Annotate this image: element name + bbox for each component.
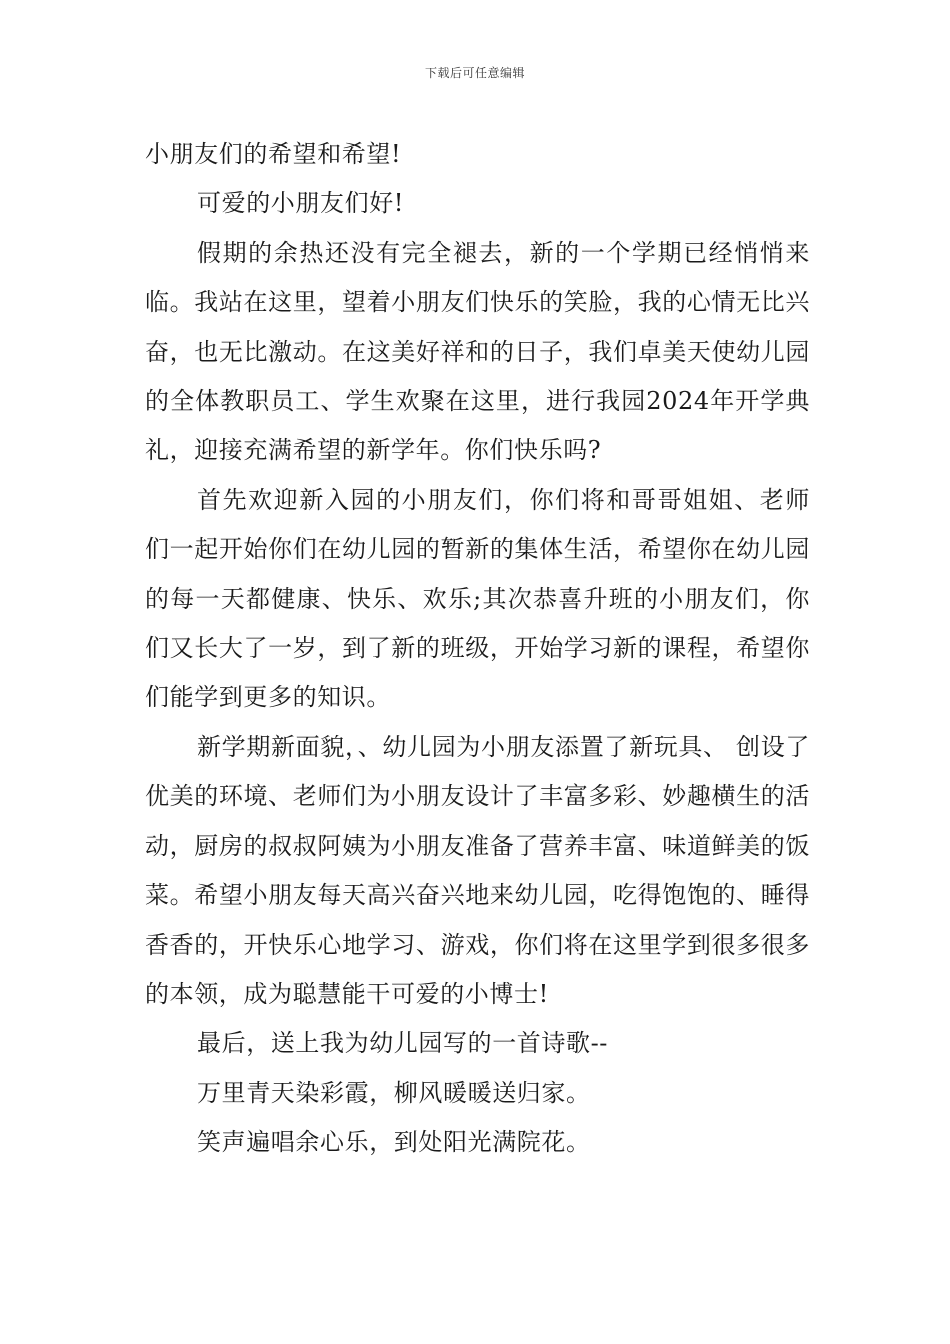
paragraph-continuation: 小朋友们的希望和希望! bbox=[145, 140, 402, 168]
paragraph-welcome: 首先欢迎新入园的小朋友们，你们将和哥哥姐姐、老师们一起开始你们在幼儿园的暂新的集体生活，希望你在幼儿园的每一天都健康、快乐、欢乐;其次恭喜升班的小朋友们，你们又长大了一岁，到了新的班级，开始学习新的课程，希望你们能学到更多的知识。 bbox=[145, 485, 810, 712]
paragraph-greeting: 可爱的小朋友们好! bbox=[197, 189, 405, 218]
paragraph-opening: 假期的余热还没有完全褪去，新的一个学期已经悄悄来临。我站在这里，望着小朋友们快乐的笑脸，我的心情无比兴奋，也无比激动。在这美好祥和的日子，我们卓美天使幼儿园的全体教职员工、学生欢聚在这里，进行我园2024年开学典礼，迎接充满希望的新学年。你们快乐吗? bbox=[145, 238, 810, 465]
document-body bbox=[145, 130, 810, 1168]
poem-line-1: 万里青天染彩霞，柳风暖暖送归家。 bbox=[197, 1078, 591, 1107]
page-header: 下载后可任意编辑 bbox=[424, 66, 525, 80]
poem-line-2: 笑声遍唱余心乐，到处阳光满院花。 bbox=[197, 1128, 591, 1157]
paragraph-new-semester: 新学期新面貌，、幼儿园为小朋友添置了新玩具、 创设了优美的环境、老师们为小朋友设计了丰富多彩、妙趣横生的活动，厨房的叔叔阿姨为小朋友准备了营养丰富、味道鲜美的饭菜。希望小朋友每天高兴奋兴地来幼儿园，吃得饱饱的、睡得香香的，开快乐心地学习、游戏，你们将在这里学到很多很多的本领，成为聪慧能干可爱的小博士! bbox=[145, 732, 810, 1008]
paragraph-poem-intro: 最后，送上我为幼儿园写的一首诗歌-- bbox=[197, 1029, 609, 1058]
